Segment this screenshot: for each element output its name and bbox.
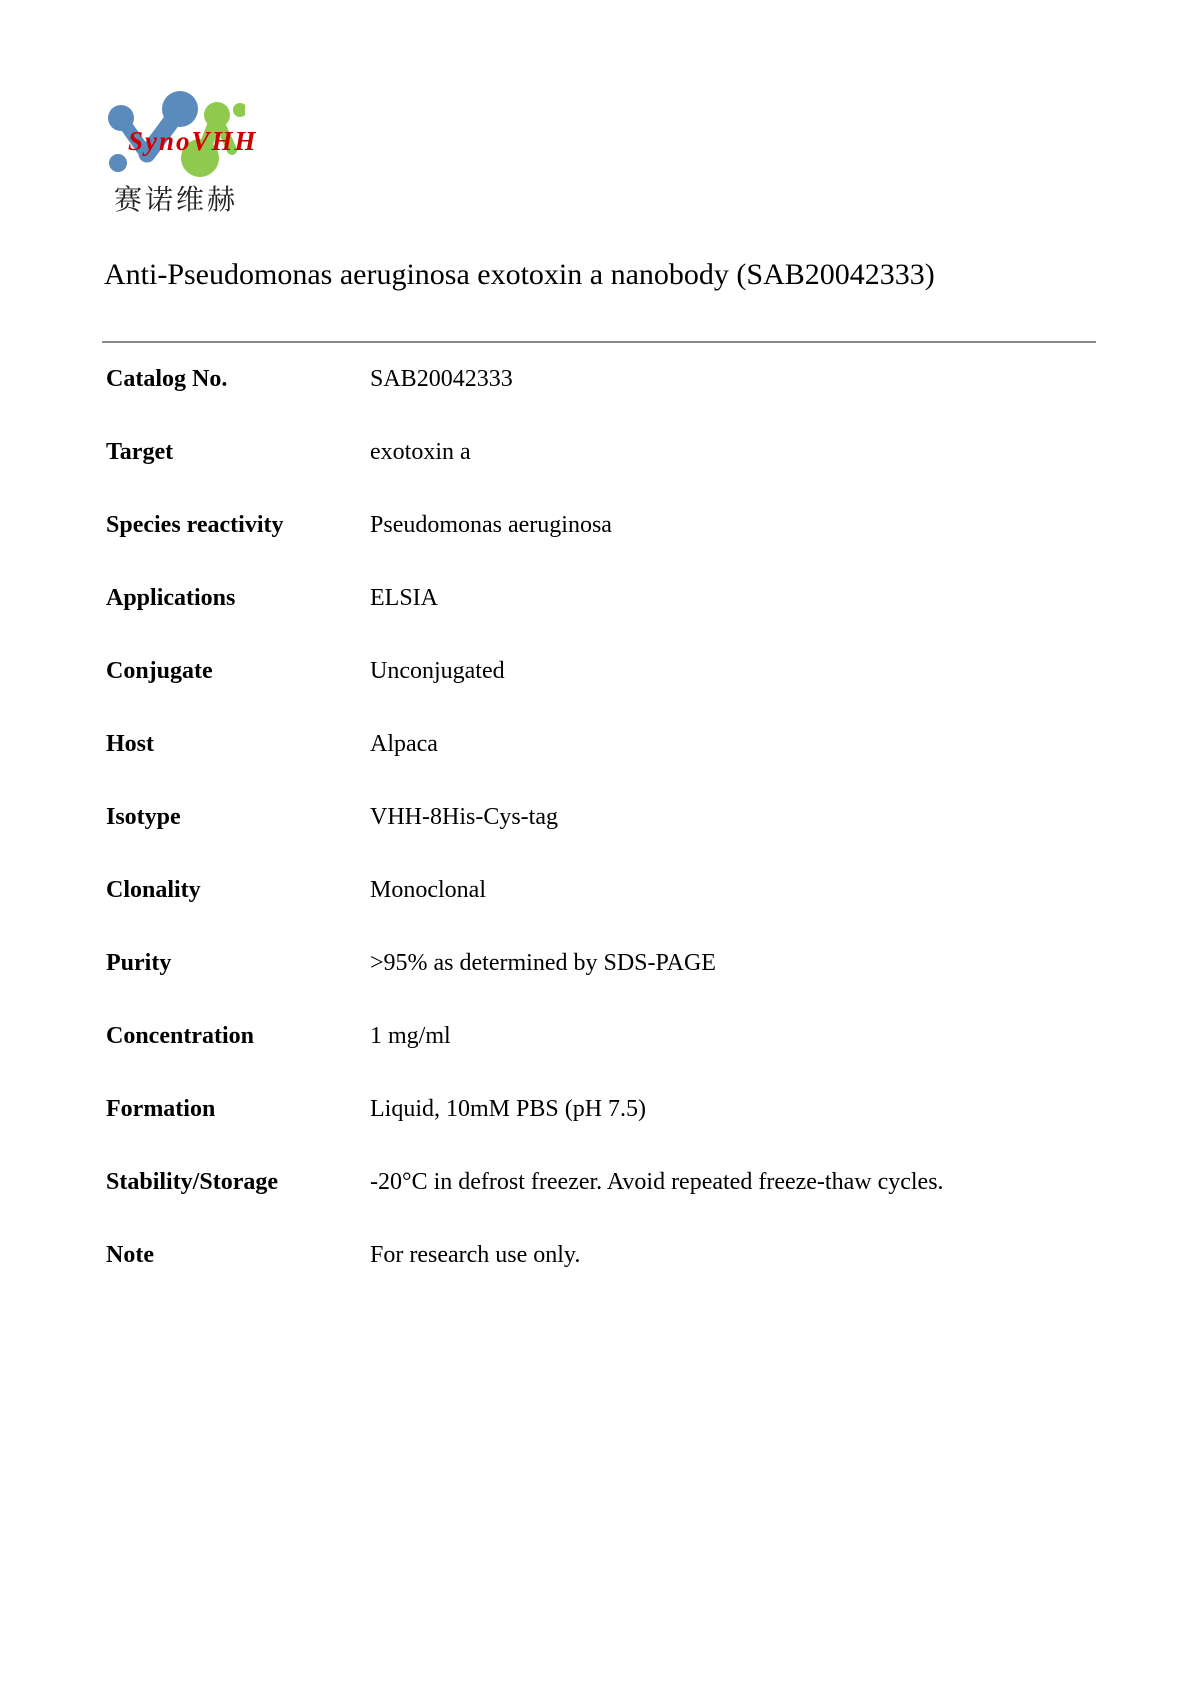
spec-value: Liquid, 10mM PBS (pH 7.5) xyxy=(370,1096,647,1122)
spec-label: Catalog No. xyxy=(106,366,228,392)
spec-label: Clonality xyxy=(106,877,201,903)
spec-value: Unconjugated xyxy=(370,658,505,684)
company-logo xyxy=(95,84,315,214)
table-row xyxy=(106,635,1096,708)
spec-value: >95% as determined by SDS-PAGE xyxy=(370,950,716,976)
table-row xyxy=(106,854,1096,927)
spec-label: Species reactivity xyxy=(106,512,284,538)
spec-label: Concentration xyxy=(106,1023,254,1049)
spec-value: Pseudomonas aeruginosa xyxy=(370,512,612,538)
table-row xyxy=(106,1073,1096,1146)
page-title: Anti-Pseudomonas aeruginosa exotoxin a nanobody (SAB20042333) xyxy=(104,258,935,291)
spec-value: exotoxin a xyxy=(370,439,471,465)
table-row xyxy=(106,1219,1096,1292)
table-row xyxy=(106,708,1096,781)
spec-value: Monoclonal xyxy=(370,877,486,903)
spec-label: Isotype xyxy=(106,804,181,830)
table-row xyxy=(106,781,1096,854)
table-row xyxy=(106,489,1096,562)
spec-value: 1 mg/ml xyxy=(370,1023,451,1049)
table-row xyxy=(106,562,1096,635)
spec-label: Formation xyxy=(106,1096,216,1122)
table-row xyxy=(106,1146,1096,1219)
spec-value: For research use only. xyxy=(370,1242,581,1268)
brand-name-cn: 赛诺维赫 xyxy=(114,184,239,215)
spec-label: Applications xyxy=(106,585,236,611)
table-row xyxy=(106,343,1096,416)
spec-label: Note xyxy=(106,1242,154,1268)
brand-script-text: SynoVHH xyxy=(128,126,258,156)
spec-label: Purity xyxy=(106,950,172,976)
spec-value: ELSIA xyxy=(370,585,438,611)
spec-label: Conjugate xyxy=(106,658,213,684)
spec-value: -20°C in defrost freezer. Avoid repeated freeze-thaw cycles. xyxy=(370,1169,944,1195)
spec-value: Alpaca xyxy=(370,731,438,757)
table-row xyxy=(106,416,1096,489)
spec-value: SAB20042333 xyxy=(370,366,513,392)
spec-label: Host xyxy=(106,731,154,757)
spec-label: Stability/Storage xyxy=(106,1169,278,1195)
spec-table xyxy=(106,343,1096,1292)
table-row xyxy=(106,927,1096,1000)
spec-label: Target xyxy=(106,439,174,465)
spec-value: VHH-8His-Cys-tag xyxy=(370,804,558,830)
table-row xyxy=(106,1000,1096,1073)
